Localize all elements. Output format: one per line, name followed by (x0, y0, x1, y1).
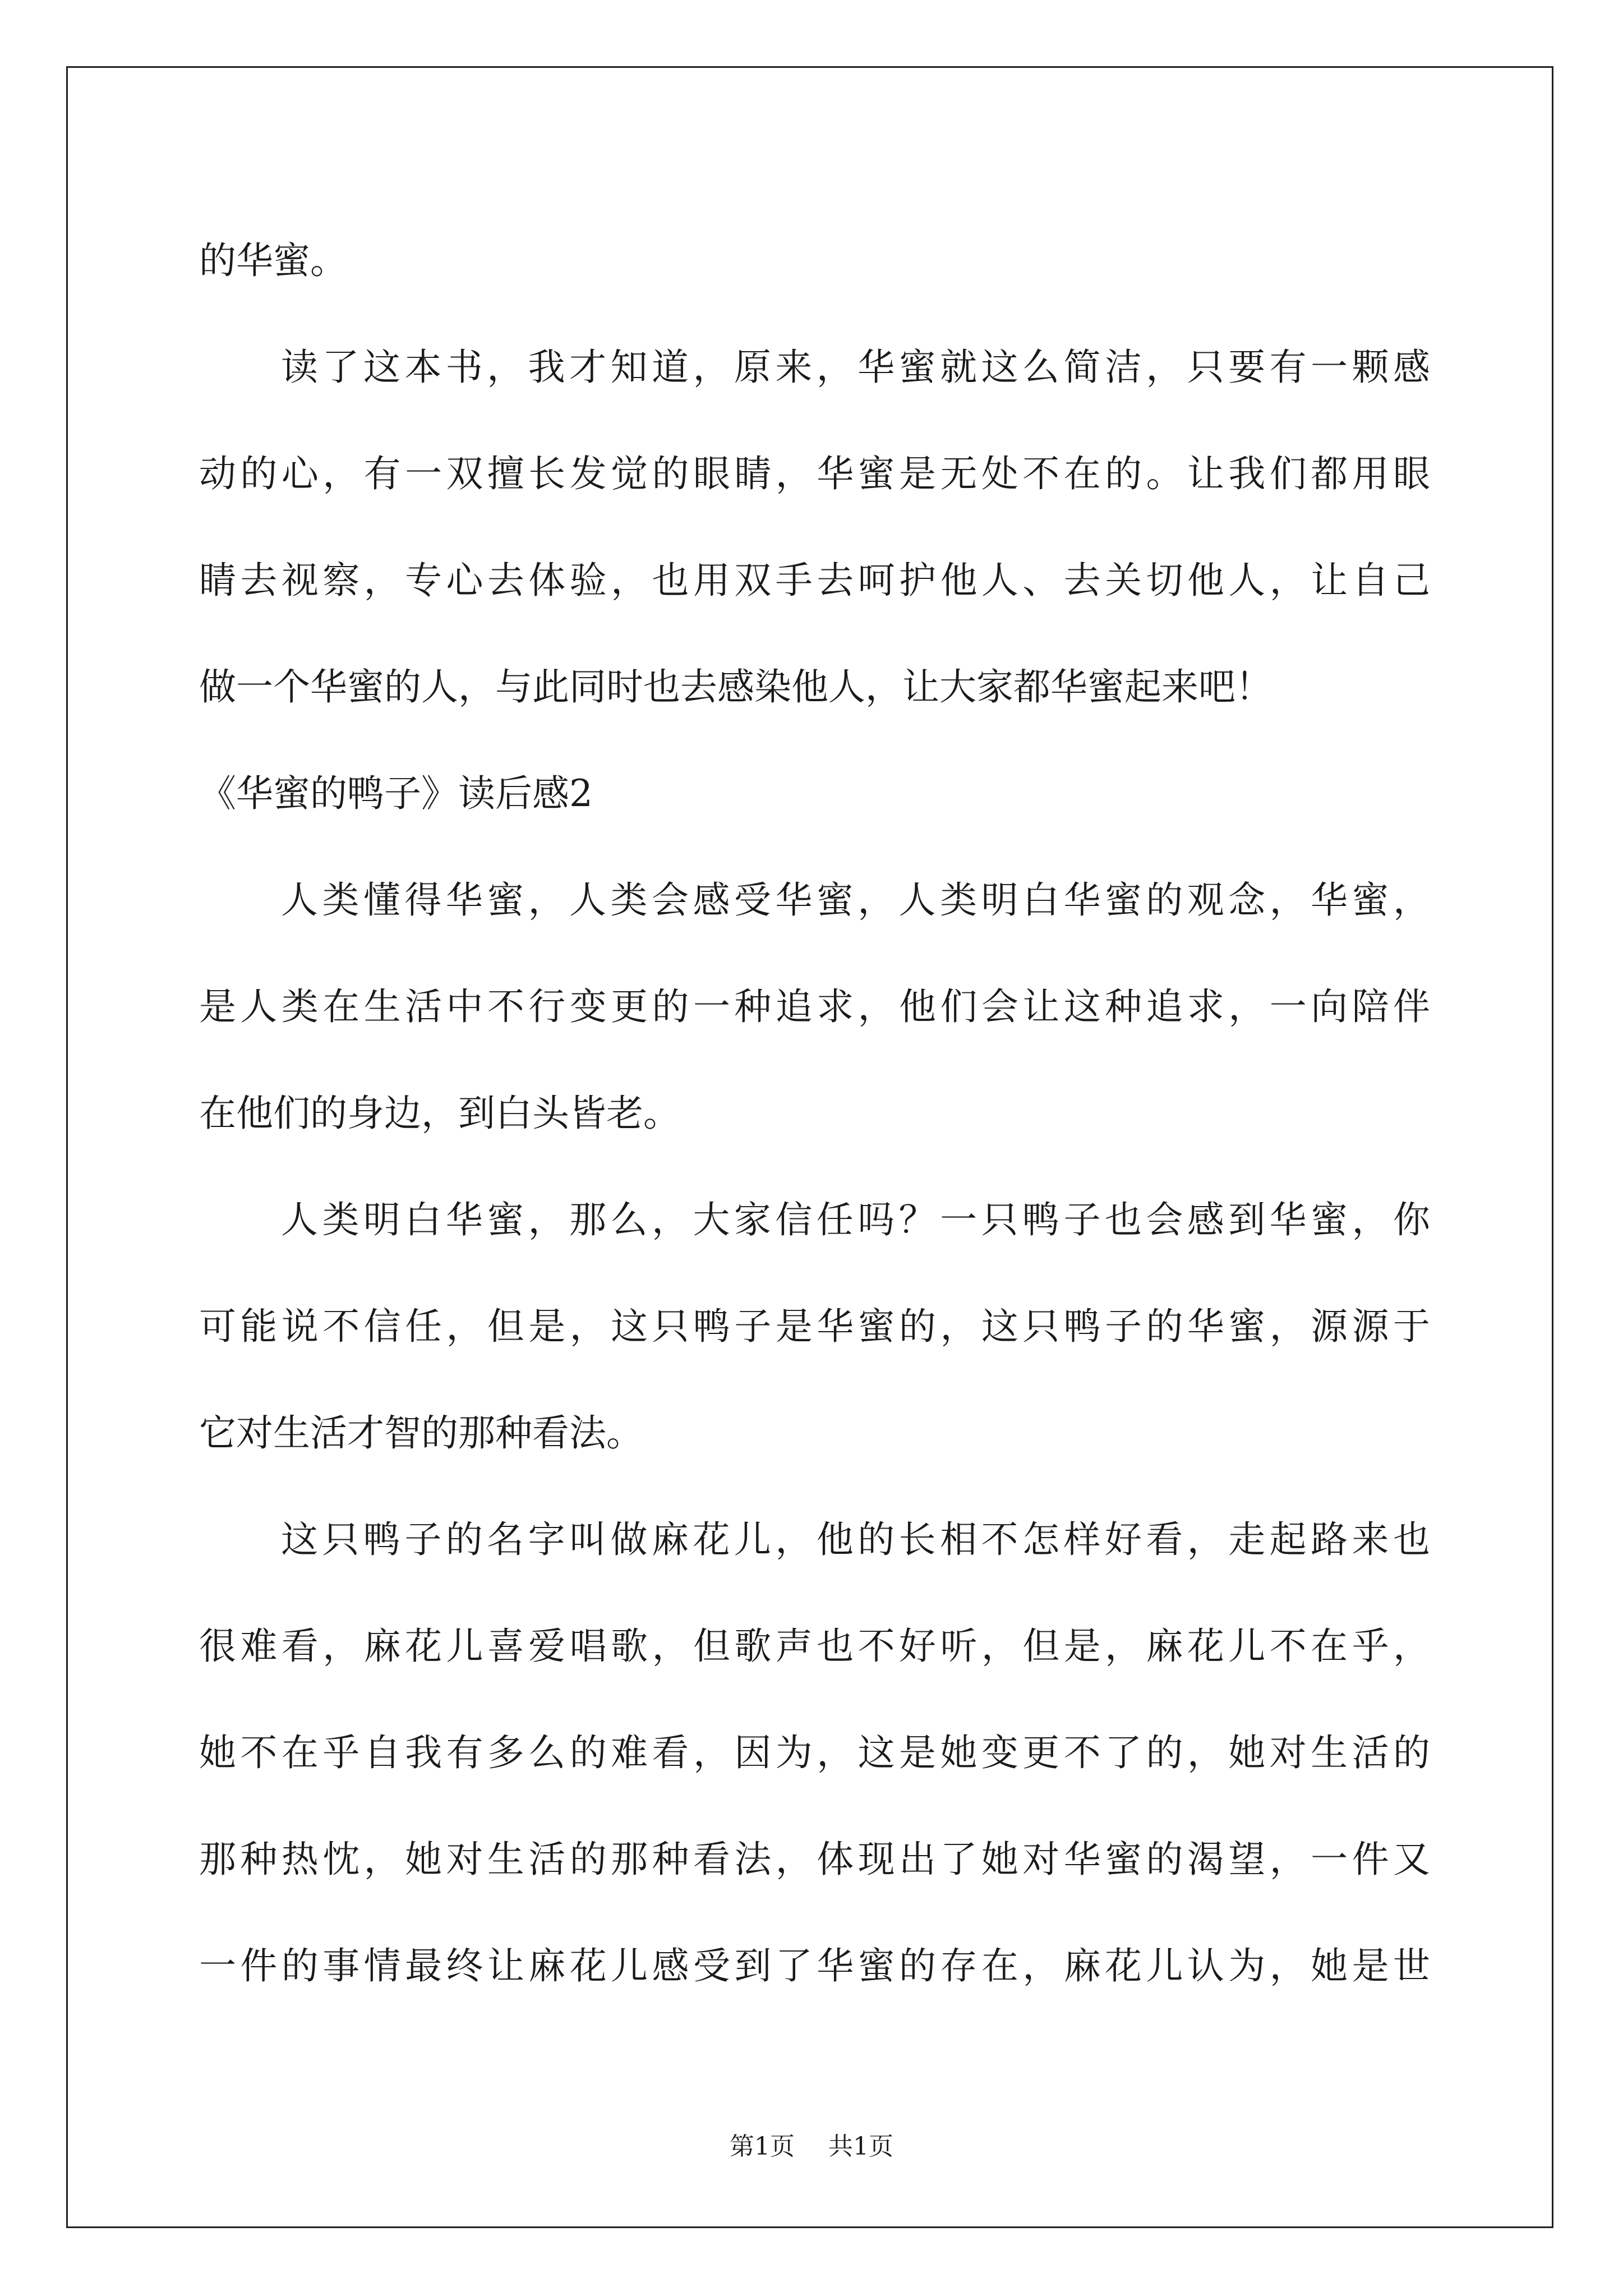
text-line: 一件的事情最终让麻花儿感受到了华蜜的存在，麻花儿认为，她是世 (199, 1944, 1430, 1987)
text-line: 可能说不信任，但是，这只鸭子是华蜜的，这只鸭子的华蜜，源源于 (199, 1305, 1430, 1348)
text-line: 那种热忱，她对生活的那种看法，体现出了她对华蜜的渴望，一件又 (199, 1838, 1430, 1881)
text-line: 的华蜜。 (199, 239, 347, 282)
page-footer (0, 2126, 1623, 2162)
text-line: 动的心，有一双擅长发觉的眼睛，华蜜是无处不在的。让我们都用眼 (199, 452, 1430, 495)
document-body (199, 208, 1430, 2019)
text-line: 它对生活才智的那种看法。 (199, 1411, 643, 1455)
section-heading: 《华蜜的鸭子》读后感2 (199, 772, 593, 815)
text-line: 很难看，麻花儿喜爱唱歌，但歌声也不好听，但是，麻花儿不在乎， (199, 1625, 1430, 1668)
text-line: 她不在乎自我有多么的难看，因为，这是她变更不了的，她对生活的 (199, 1731, 1430, 1774)
text-line: 做一个华蜜的人，与此同时也去感染他人，让大家都华蜜起来吧！ (199, 665, 1272, 708)
text-line: 是人类在生活中不行变更的一种追求，他们会让这种追求，一向陪伴 (199, 985, 1430, 1028)
text-line: 睛去视察，专心去体验，也用双手去呵护他人、去关切他人，让自己 (199, 559, 1430, 602)
text-line: 人类明白华蜜，那么，大家信任吗？一只鸭子也会感到华蜜，你 (281, 1198, 1430, 1241)
text-line: 人类懂得华蜜，人类会感受华蜜，人类明白华蜜的观念，华蜜， (281, 878, 1430, 922)
text-line: 读了这本书，我才知道，原来，华蜜就这么简洁，只要有一颗感 (281, 346, 1430, 389)
page-total: 共1页 (828, 2132, 893, 2161)
text-line: 在他们的身边，到白头皆老。 (199, 1092, 680, 1135)
text-line: 这只鸭子的名字叫做麻花儿，他的长相不怎样好看，走起路来也 (281, 1518, 1430, 1561)
page-number: 第1页 (730, 2132, 795, 2161)
